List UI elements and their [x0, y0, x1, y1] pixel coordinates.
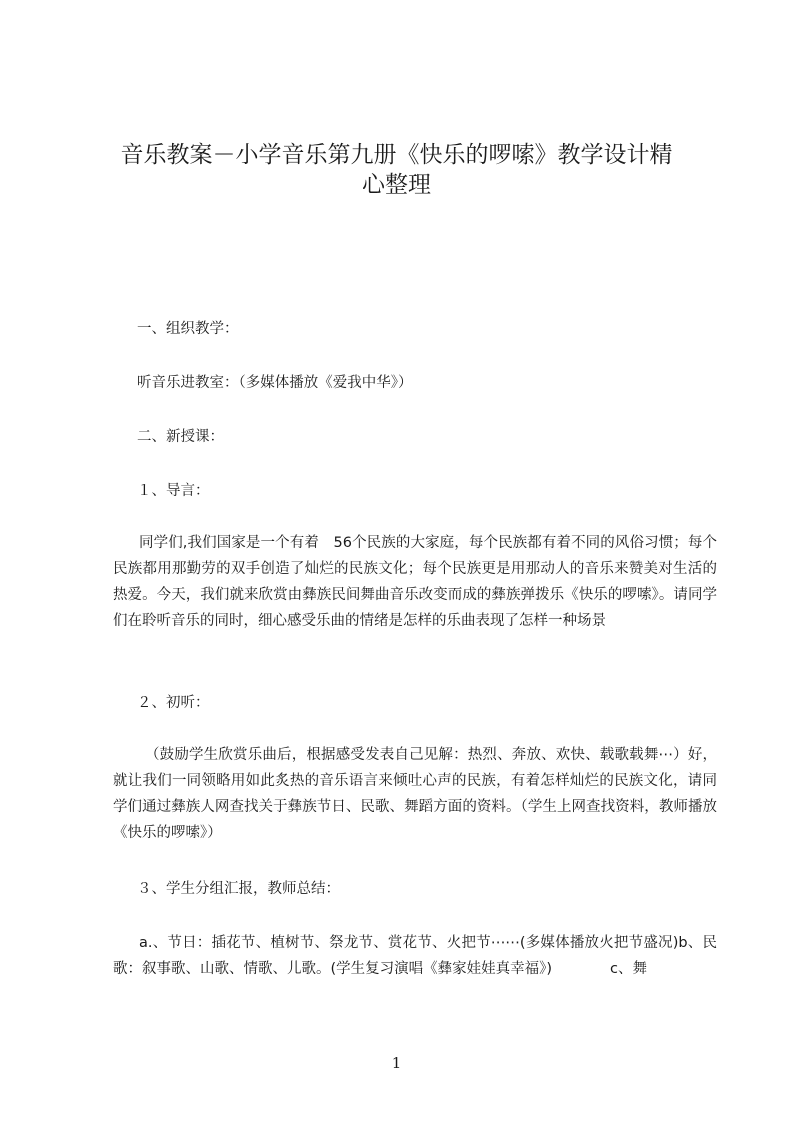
section-heading-organize: 一、组织教学：	[137, 321, 239, 337]
paragraph-first-listen: （鼓励学生欣赏乐曲后，根据感受发表自己见解：热烈、奔放、欢快、载歌载舞⋯）好，就让我们一同领略用如此炙热的音乐语言来倾吐心声的民族，有着怎样灿烂的民族文化，请同学们通过彝族人网查找关于彝族节日、民歌、舞蹈方面的资料。（学生上网查找资料，教师播放《快乐的啰嗦》）	[113, 747, 717, 841]
subheading-group-report: ３、学生分组汇报，教师总结：	[137, 881, 340, 897]
document-title	[100, 140, 693, 200]
subheading-introduction: １、导言：	[137, 483, 210, 499]
paragraph-enter-classroom: 听音乐进教室：（多媒体播放《爱我中华》）	[137, 375, 413, 391]
section-heading-new-lesson: 二、新授课：	[137, 429, 224, 445]
paragraph-introduction: 同学们,我们国家是一个有着 56个民族的大家庭，每个民族都有着不同的风俗习惯；每个民族都用那勤劳的双手创造了灿烂的民族文化；每个民族更是用那动人的音乐来赞美对生活的热爱。今天，我们就来欣赏由彝族民间舞曲音乐改变而成的彝族弹拨乐《快乐的啰嗦》。请同学们在聆听音乐的同时，细心感受乐曲的情绪是怎样的乐曲表现了怎样一种场景	[113, 535, 717, 629]
title-line-2: 心整理	[362, 172, 431, 198]
title-line-1: 音乐教案－小学音乐第九册《快乐的啰嗦》教学设计精	[120, 142, 673, 168]
subheading-first-listen: ２、初听：	[137, 695, 210, 711]
paragraph-group-report: a.、节日：插花节、植树节、祭龙节、赏花节、火把节⋯⋯(多媒体播放火把节盛况)b、民歌：叙事歌、山歌、情歌、儿歌。(学生复习演唱《彝家娃娃真幸福》) c、舞	[113, 935, 717, 977]
page-number: 1	[391, 1054, 402, 1072]
